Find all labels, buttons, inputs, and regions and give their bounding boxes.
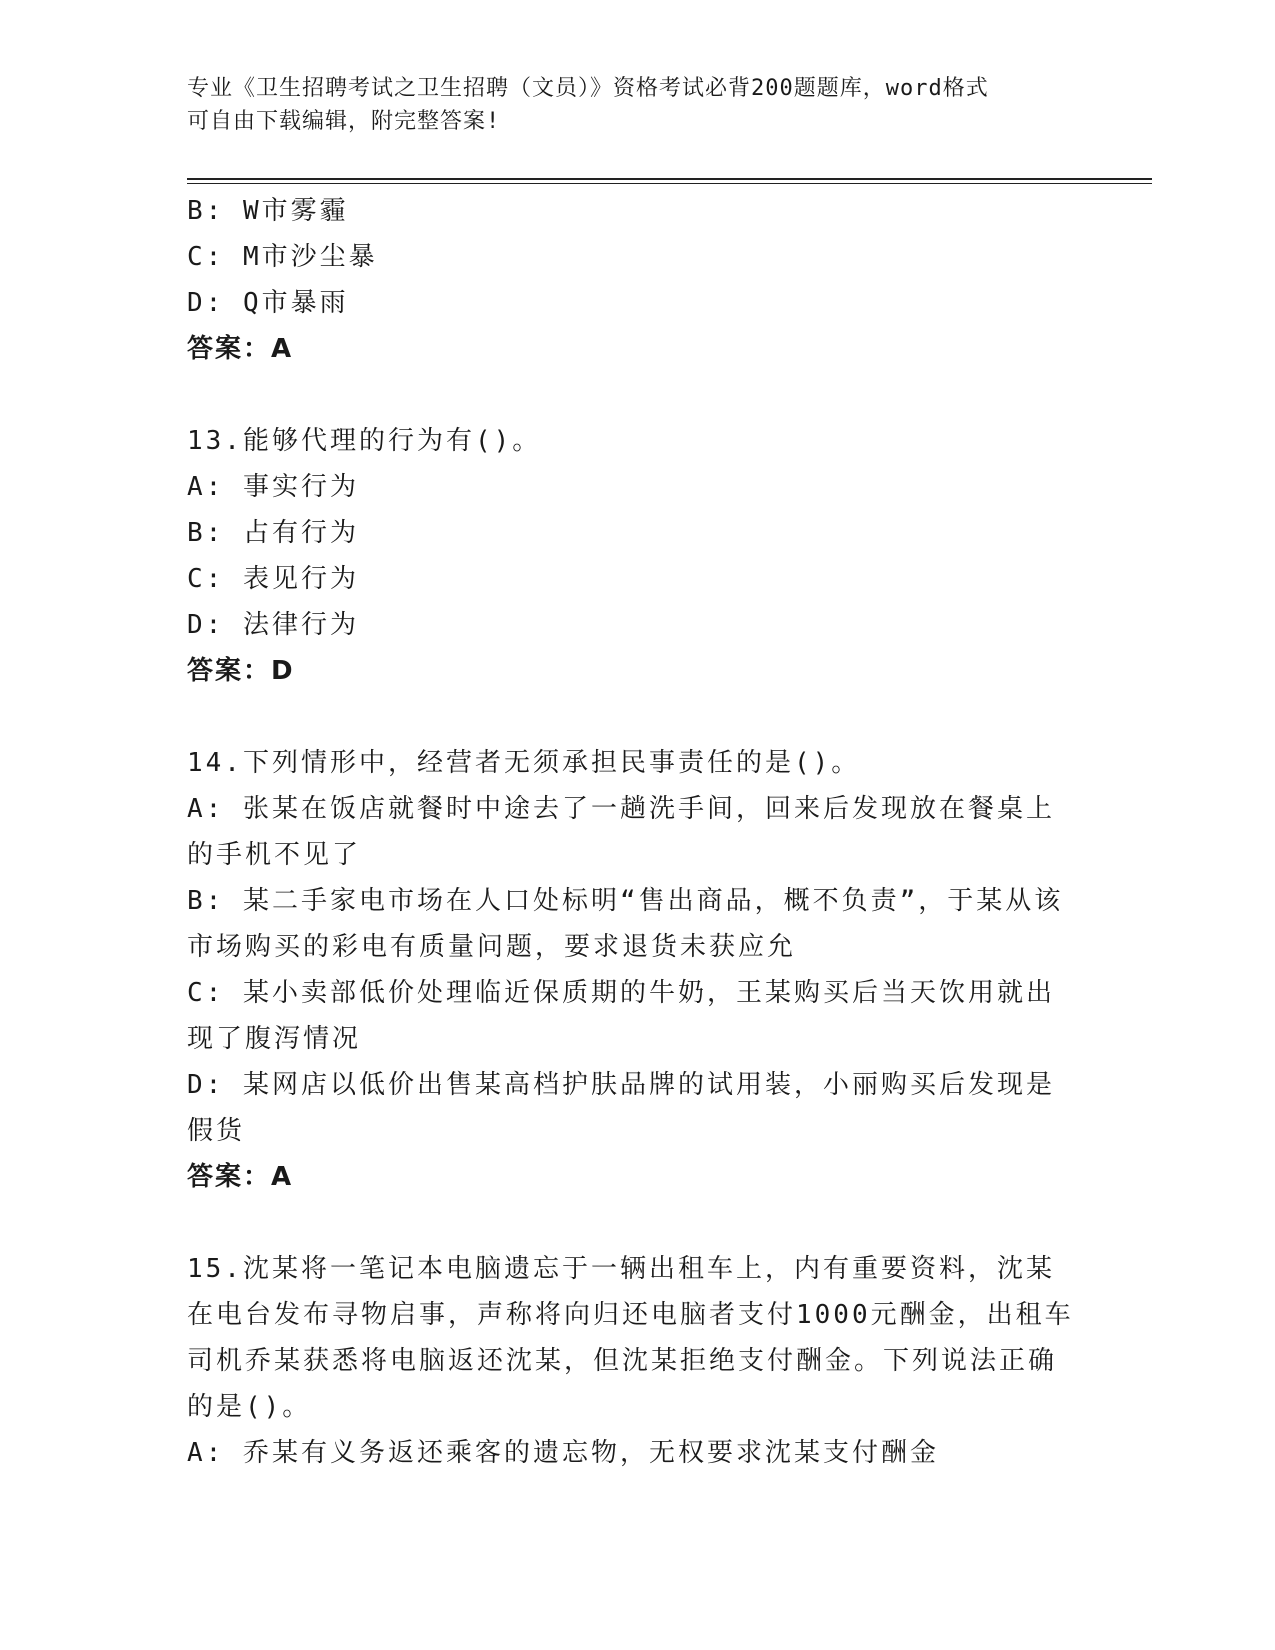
header-divider-thin	[187, 183, 1152, 184]
answer-label: 答案：A	[187, 334, 294, 364]
option-c: C: 表见行为	[187, 564, 359, 594]
option-d: D: Q市暴雨	[187, 288, 349, 318]
header-divider-thick	[187, 178, 1152, 180]
option-b: B: 某二手家电市场在人口处标明“售出商品，概不负责”，于某从该市场购买的彩电有质量问题，要求退货未获应允	[187, 886, 1064, 962]
option-b: B: 占有行为	[187, 518, 359, 548]
option-b: B: W市雾霾	[187, 196, 349, 226]
question-text: 14.下列情形中，经营者无须承担民事责任的是()。	[187, 748, 861, 778]
option-a: A: 事实行为	[187, 472, 359, 502]
option-d: D: 法律行为	[187, 610, 359, 640]
option-d: D: 某网店以低价出售某高档护肤品牌的试用装，小丽购买后发现是假货	[187, 1070, 1055, 1146]
answer-label: 答案：D	[187, 656, 295, 686]
answer-label: 答案：A	[187, 1162, 294, 1192]
question-block-15	[187, 1246, 1077, 1476]
question-text: 13.能够代理的行为有()。	[187, 426, 542, 456]
option-a: A: 张某在饭店就餐时中途去了一趟洗手间，回来后发现放在餐桌上的手机不见了	[187, 794, 1055, 870]
option-c: C: 某小卖部低价处理临近保质期的牛奶，王某购买后当天饮用就出现了腹泻情况	[187, 978, 1055, 1054]
header-line-1: 专业《卫生招聘考试之卫生招聘（文员）》资格考试必背200题题库，word格式	[187, 76, 989, 101]
question-block-14	[187, 740, 1077, 1200]
option-a: A: 乔某有义务返还乘客的遗忘物，无权要求沈某支付酬金	[187, 1438, 939, 1468]
header-line-2: 可自由下载编辑，附完整答案!	[187, 109, 501, 134]
question-block-13	[187, 418, 1077, 694]
question-list	[187, 188, 1077, 1476]
question-block-12	[187, 188, 1077, 372]
option-c: C: M市沙尘暴	[187, 242, 378, 272]
question-text: 15.沈某将一笔记本电脑遗忘于一辆出租车上，内有重要资料，沈某在电台发布寻物启事，声称将向归还电脑者支付1000元酬金，出租车司机乔某获悉将电脑返还沈某，但沈某拒绝支付酬金。下列说法正确的是()。	[187, 1254, 1074, 1422]
document-header	[187, 72, 1067, 138]
